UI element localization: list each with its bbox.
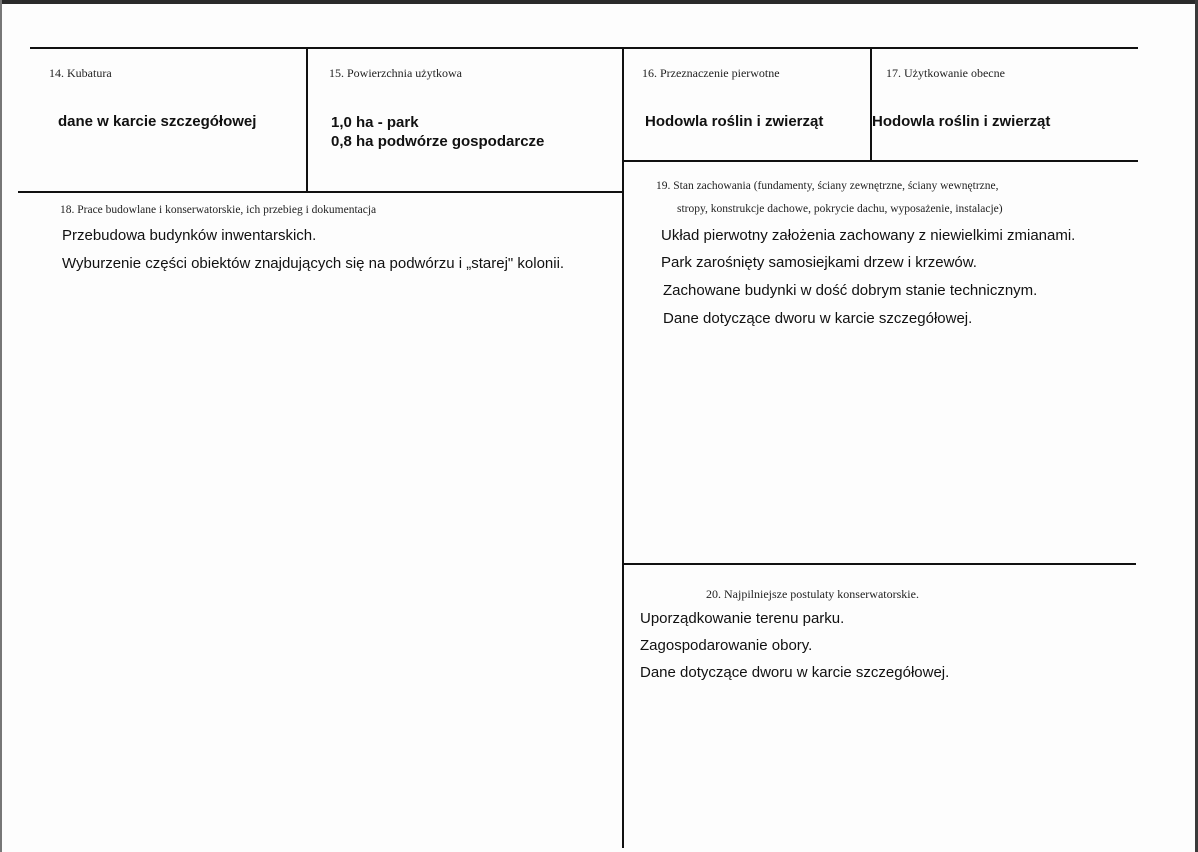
field-19-line-4: Dane dotyczące dworu w karcie szczegółowej. (663, 310, 973, 327)
field-20-line-3: Dane dotyczące dworu w karcie szczegółowej. (640, 664, 950, 681)
rule-under-14-15 (18, 191, 622, 193)
field-16-label: 16. Przeznaczenie pierwotne (642, 66, 780, 80)
field-20-label: 20. Najpilniejsze postulaty konserwatorskie. (706, 587, 919, 601)
divider-16-17 (870, 48, 872, 161)
field-17-value: Hodowla roślin i zwierząt (872, 113, 1051, 130)
scan-edge-left (0, 0, 2, 852)
field-18-label: 18. Prace budowlane i konserwatorskie, ich przebieg i dokumentacja (60, 204, 377, 216)
field-18-line-2: Wyburzenie części obiektów znajdujących się na podwórzu i „starej" kolonii. (62, 255, 565, 272)
field-15-label: 15. Powierzchnia użytkowa (329, 66, 462, 80)
field-20-line-2: Zagospodarowanie obory. (640, 637, 813, 654)
divider-14-15 (306, 48, 308, 192)
field-14-value: dane w karcie szczegółowej (58, 113, 257, 130)
field-16-value: Hodowla roślin i zwierząt (645, 113, 824, 130)
rule-above-20 (624, 563, 1136, 565)
field-18-line-1: Przebudowa budynków inwentarskich. (62, 227, 317, 244)
center-divider (622, 48, 624, 848)
field-19-line-3: Zachowane budynki w dość dobrym stanie technicznym. (663, 282, 1038, 299)
rule-under-16-17 (624, 160, 1138, 162)
field-20-line-1: Uporządkowanie terenu parku. (640, 610, 845, 627)
field-15-value-line-2: 0,8 ha podwórze gospodarcze (331, 133, 545, 150)
field-15-value-line-1: 1,0 ha - park (331, 114, 419, 131)
field-19-label-line-2: stropy, konstrukcje dachowe, pokrycie dachu, wyposażenie, instalacje) (677, 203, 1003, 215)
field-17-label: 17. Użytkowanie obecne (886, 66, 1005, 80)
field-19-line-1: Układ pierwotny założenia zachowany z niewielkimi zmianami. (661, 227, 1076, 244)
field-14-label: 14. Kubatura (49, 66, 112, 80)
top-rule (30, 47, 1138, 49)
field-19-line-2: Park zarośnięty samosiejkami drzew i krzewów. (661, 254, 977, 271)
field-19-label-line-1: 19. Stan zachowania (fundamenty, ściany zewnętrzne, ściany wewnętrzne, (656, 180, 999, 192)
scan-edge-top (0, 0, 1198, 4)
